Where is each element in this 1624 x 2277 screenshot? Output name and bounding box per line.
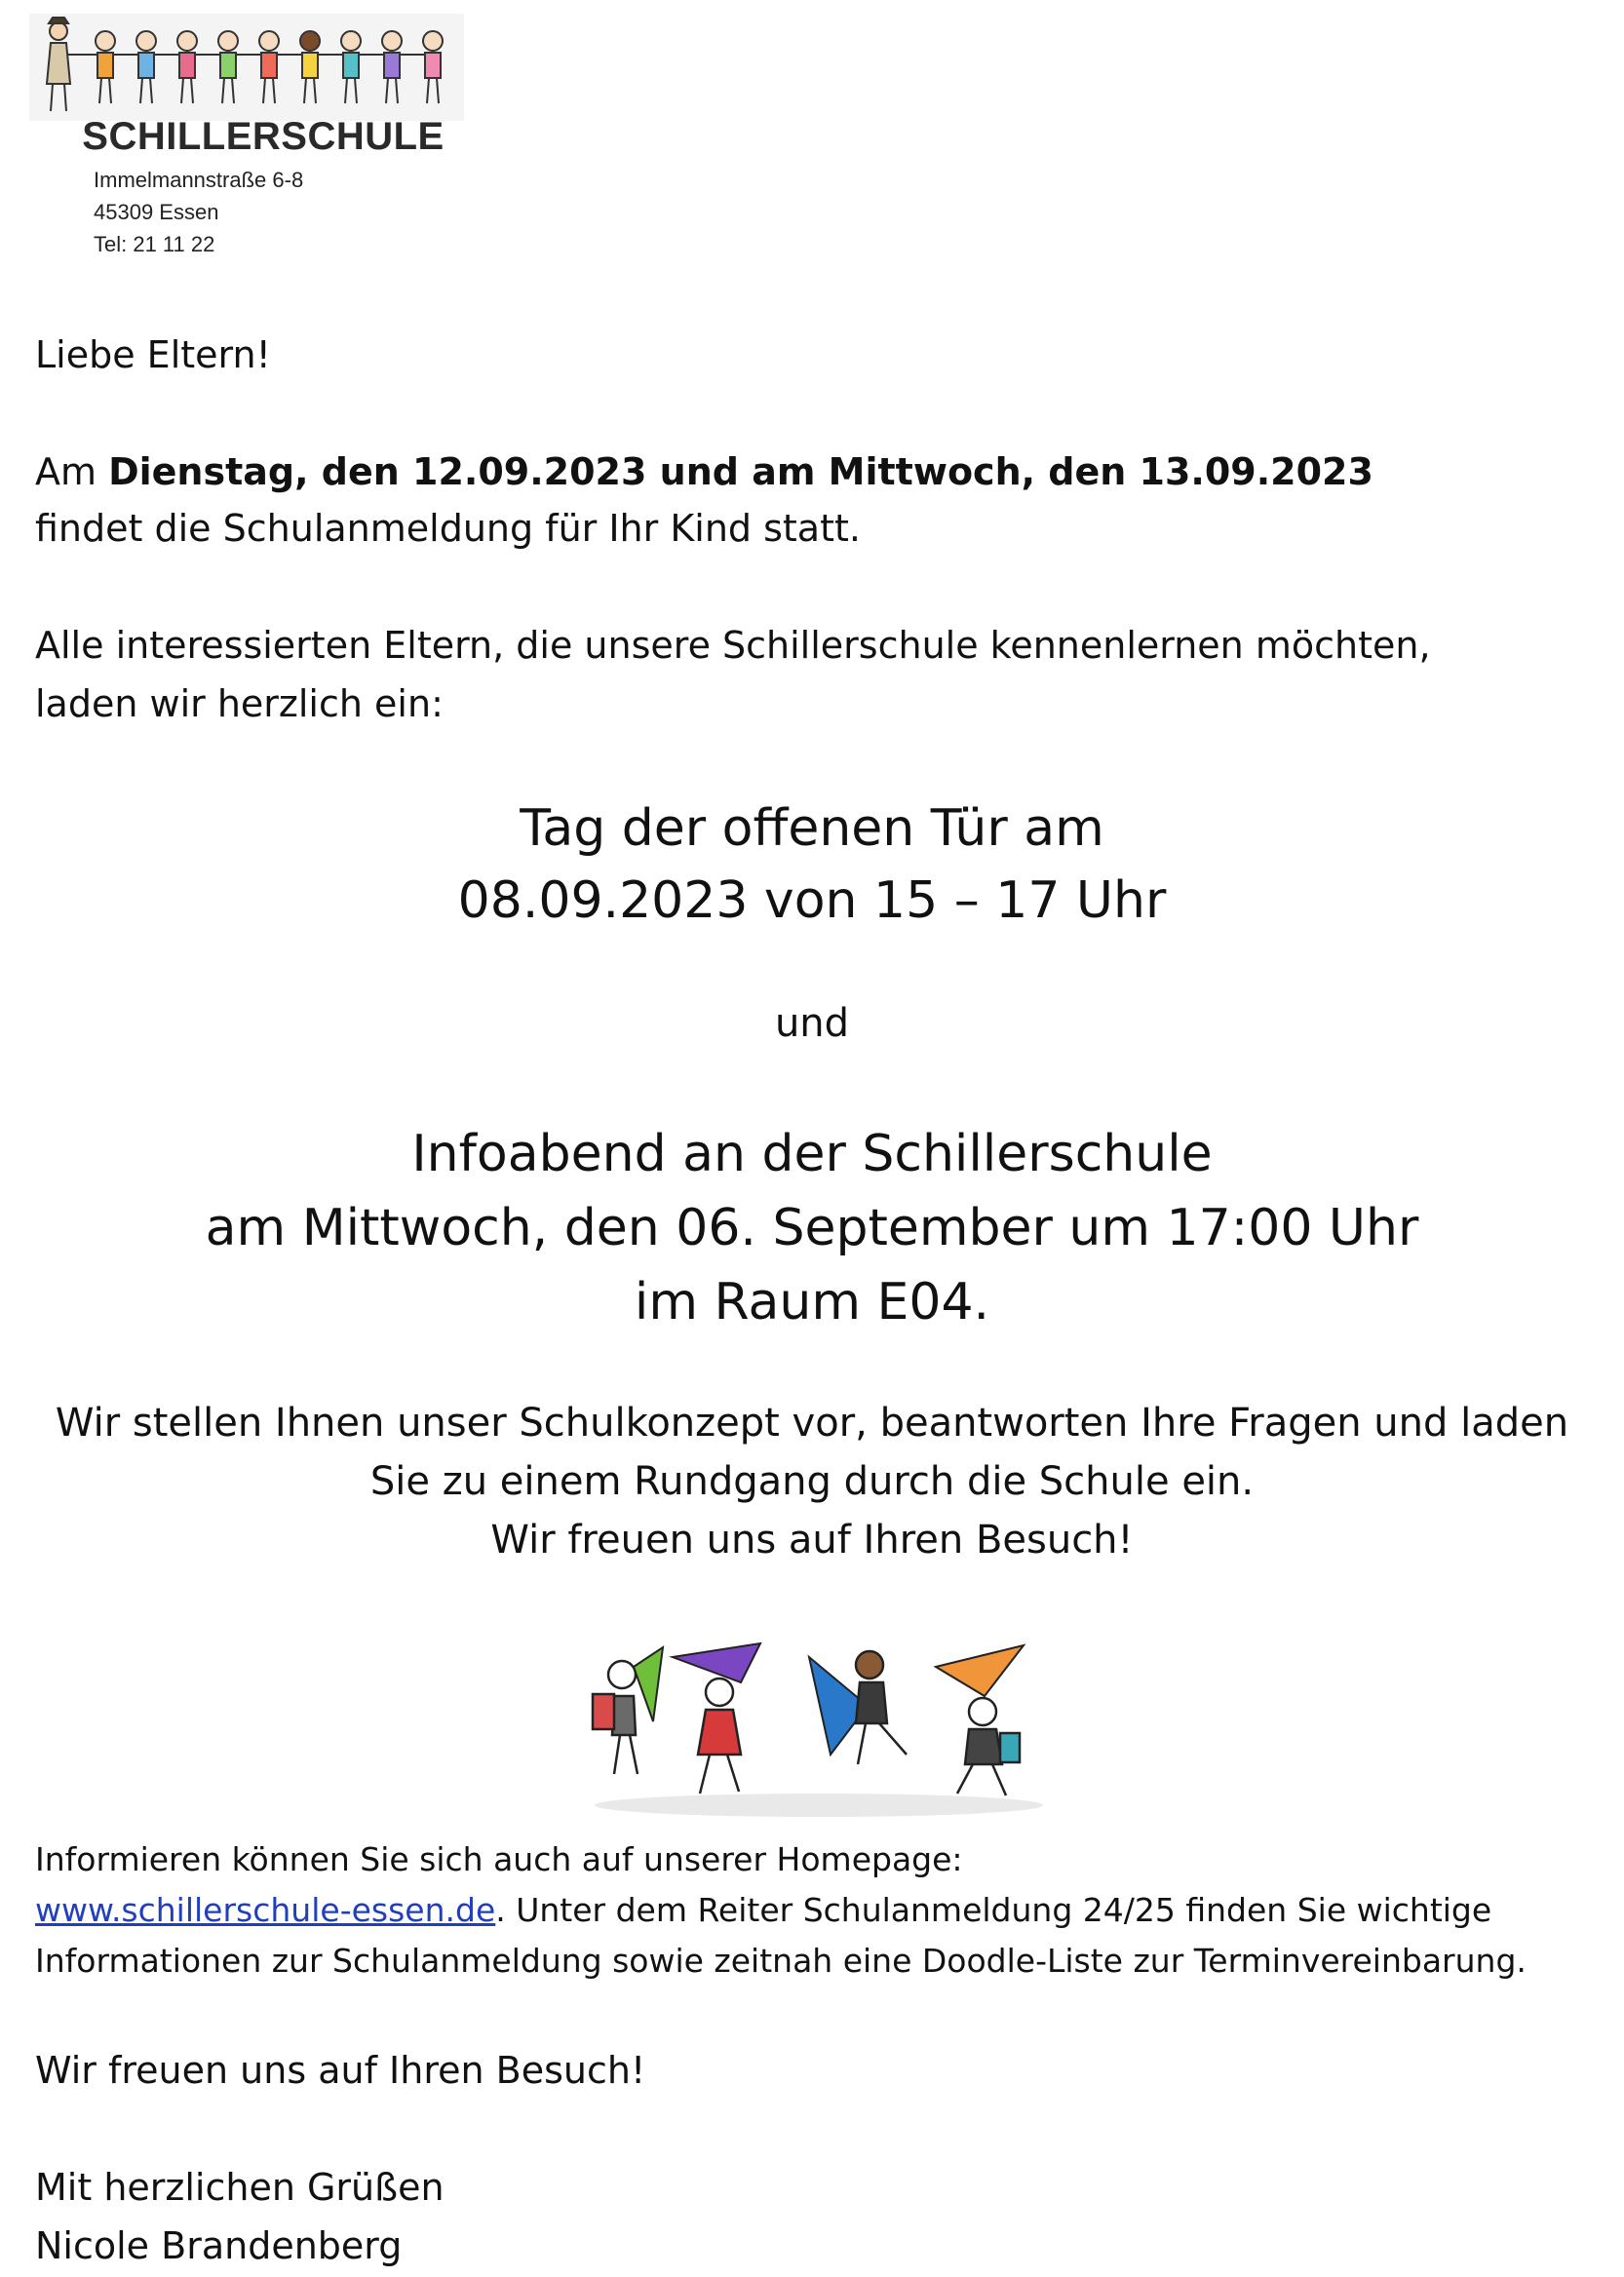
registration-dates: Dienstag, den 12.09.2023 und am Mittwoch, den 13.09.2023	[108, 450, 1373, 493]
info-evening-room: im Raum E04.	[634, 1273, 990, 1331]
registration-prefix: Am	[35, 450, 109, 493]
address-phone: Tel: 21 11 22	[94, 232, 215, 256]
concept-line-3: Wir freuen uns auf Ihren Besuch!	[490, 1518, 1134, 1563]
homepage-line-1: Informieren können Sie sich auch auf unserer Homepage:	[35, 1840, 963, 1878]
registration-line-1	[35, 443, 1373, 501]
signature-name: Nicole Brandenberg	[35, 2224, 403, 2267]
school-children-illustration	[575, 1628, 1063, 1823]
school-logo	[29, 14, 464, 158]
concept-line-1: Wir stellen Ihnen unser Schulkonzept vor, beantworten Ihre Fragen und laden	[55, 1401, 1569, 1446]
homepage-link[interactable]: www.schillerschule-essen.de	[35, 1891, 496, 1929]
closing: Wir freuen uns auf Ihren Besuch!	[35, 2049, 646, 2092]
open-day-heading: Tag der offenen Tür am	[520, 799, 1104, 858]
open-day-date: 08.09.2023 von 15 – 17 Uhr	[457, 871, 1167, 930]
address-city: 45309 Essen	[94, 200, 219, 224]
registration-line-2: findet die Schulanmeldung für Ihr Kind statt.	[35, 507, 861, 550]
homepage-line-3: Informationen zur Schulanmeldung sowie zeitnah eine Doodle-Liste zur Terminvereinbarung.	[35, 1942, 1527, 1980]
info-evening-date: am Mittwoch, den 06. September um 17:00 Uhr	[205, 1199, 1419, 1257]
greeting: Liebe Eltern!	[35, 333, 271, 376]
and-separator: und	[774, 1001, 850, 1046]
homepage-line-2-rest: . Unter dem Reiter Schulanmeldung 24/25 finden Sie wichtige	[495, 1891, 1492, 1929]
address-street: Immelmannstraße 6-8	[94, 168, 304, 192]
homepage-line-2	[35, 1885, 1491, 1936]
regards: Mit herzlichen Grüßen	[35, 2166, 445, 2209]
concept-line-2: Sie zu einem Rundgang durch die Schule ein.	[369, 1459, 1255, 1504]
info-evening-heading: Infoabend an der Schillerschule	[411, 1125, 1213, 1183]
children-holding-hands-illustration	[29, 14, 464, 121]
invite-line-1: Alle interessierten Eltern, die unsere Schillerschule kennenlernen möchten,	[35, 624, 1431, 667]
school-name: SCHILLERSCHULE	[82, 115, 445, 158]
invite-line-2: laden wir herzlich ein:	[35, 682, 444, 725]
